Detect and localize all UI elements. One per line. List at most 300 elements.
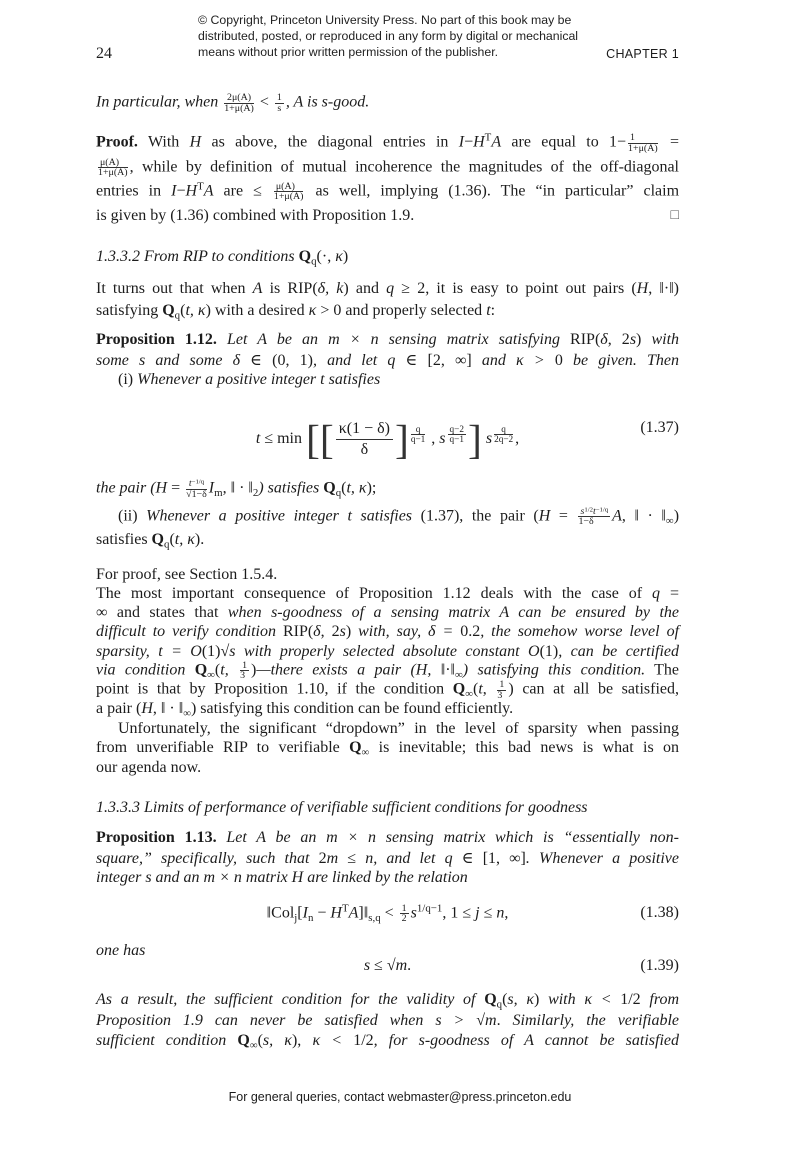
bold-text: [96, 134, 138, 151]
text-run: Proposition 1.9 can never be satisfied when s >: [96, 1011, 477, 1029]
italic-text: [327, 850, 483, 867]
text-run: .: [496, 1011, 513, 1029]
text-line: [96, 623, 679, 642]
text-run: from: [640, 991, 680, 1009]
text-run: Whenever a positive integer t satisfies: [137, 371, 381, 388]
subscript: [250, 1040, 258, 1052]
italic-text: [346, 480, 366, 497]
italic-text: [185, 302, 205, 319]
text-run: κ(1 − δ): [338, 420, 390, 437]
copyright-line: means without prior written permission of the publisher.: [198, 45, 499, 59]
line-content: [96, 759, 679, 777]
equation-body: [96, 904, 679, 924]
text-run: ): [673, 507, 680, 525]
text-run: ) satisfying this condition can be found efficiently.: [190, 700, 514, 718]
line-content: [96, 93, 679, 113]
text-run: (0, 1): [272, 352, 313, 369]
italic-text: [253, 280, 263, 297]
text-run: 2: [252, 486, 259, 499]
text-run: , can be certified: [558, 642, 680, 660]
display-equation: [96, 407, 679, 463]
text-run: > 0 and properly selected: [316, 302, 487, 319]
para-block: [96, 990, 679, 1052]
text-run: (1): [539, 642, 559, 660]
text-run: I: [458, 133, 465, 151]
italic-text: [175, 531, 195, 548]
text-run: The most important consequence of Proposition 1.12 deals with the case of: [96, 584, 653, 602]
text-line: [96, 565, 679, 584]
line-content: [96, 739, 679, 757]
text-run: square,” specifically, such that: [96, 850, 319, 867]
para-block: [96, 505, 679, 551]
text-run: satisfying: [96, 302, 163, 319]
italic-text: [96, 869, 468, 886]
italic-text: [263, 1032, 292, 1049]
text-run: 1/2: [620, 991, 641, 1009]
text-run: 1/2: [353, 1032, 374, 1050]
text-run: one has: [96, 942, 146, 959]
text-run: m: [485, 1011, 497, 1029]
italic-text: [220, 662, 238, 679]
text-run: μ(A): [275, 180, 295, 192]
text-run: κ: [308, 302, 317, 319]
text-line: [96, 1011, 679, 1032]
fraction: [98, 158, 128, 178]
fraction-denominator: [224, 104, 254, 113]
fraction-denominator: [448, 435, 466, 444]
bold-text: [96, 331, 217, 348]
subscript: [214, 487, 222, 499]
italic-text: [480, 623, 679, 640]
line-content: [96, 248, 679, 266]
text-run: H: [185, 182, 198, 200]
text-run: satisfies: [96, 530, 152, 548]
text-run: 2: [401, 913, 407, 925]
copyright-line: distributed, posted, or reproduced in any form by digital or mechanical: [198, 29, 579, 43]
italic-text: [491, 134, 501, 151]
chapter-label: CHAPTER 1: [606, 47, 679, 61]
fraction-denominator: [411, 435, 425, 444]
italic-text: [473, 134, 485, 151]
text-run: —there exists a pair (H,: [256, 661, 441, 679]
line-content: [96, 479, 679, 499]
text-run: =: [660, 584, 679, 602]
text-run: Proposition 1.12.: [96, 331, 217, 348]
line-content: [96, 331, 679, 349]
text-run: ) satisfies: [258, 479, 324, 497]
text-run: t,: [220, 661, 239, 679]
italic-text: [612, 507, 622, 524]
italic-text: [485, 1012, 497, 1029]
italic-text: [351, 623, 460, 640]
line-content: [96, 585, 679, 603]
text-run: With: [137, 133, 190, 151]
bold-text: [323, 480, 335, 497]
italic-text: [96, 1012, 476, 1029]
line-content: [96, 680, 679, 700]
text-run: ,: [504, 904, 509, 922]
italic-text: [141, 700, 153, 717]
text-run: n: [307, 911, 314, 924]
italic-text: [386, 280, 394, 297]
text-run: (i): [118, 371, 138, 388]
text-run: ≤ √: [370, 957, 396, 974]
text-line: [96, 92, 679, 114]
text-run: s: [277, 102, 282, 114]
line-content: [96, 531, 679, 549]
italic-text: [539, 507, 551, 524]
text-run: some s and some δ ∈: [96, 352, 273, 369]
para-block: [96, 584, 679, 719]
text-run: , 2: [320, 623, 340, 641]
text-line: [96, 131, 679, 155]
text-run: 3: [497, 689, 503, 701]
text-run: μ(A): [100, 156, 120, 168]
fraction: [336, 419, 393, 460]
large-bracket: [306, 417, 320, 463]
text-run: ]: [467, 416, 482, 463]
text-run: <: [380, 904, 398, 922]
text-run: ≤ min: [260, 430, 306, 448]
text-run: is inevitable; this bad news is what is on: [369, 739, 680, 757]
text-run: [: [297, 904, 303, 922]
text-run: s: [363, 957, 371, 974]
italic-text: [96, 248, 299, 265]
para-block: [96, 478, 679, 500]
text-line: [96, 700, 679, 719]
text-run: t: [486, 302, 491, 319]
fraction-denominator: [628, 144, 658, 153]
text-run: q−1: [449, 434, 464, 445]
text-run: ∞: [455, 668, 463, 681]
text-run: 1+μ(A): [224, 102, 254, 114]
text-run: 1.3.3.2 From RIP to conditions: [96, 248, 299, 265]
text-run: κ <: [312, 1032, 354, 1050]
subscript: [455, 669, 463, 681]
italic-text: [313, 352, 428, 369]
text-line: [96, 370, 679, 390]
text-run: , ‖ · ‖: [222, 479, 253, 497]
italic-text: [137, 371, 380, 388]
text-run: s,q: [368, 911, 381, 924]
text-run: H: [189, 133, 202, 151]
text-run: Q: [349, 739, 362, 757]
text-run: −: [313, 904, 331, 922]
text-run: δ: [313, 623, 321, 641]
italic-text: [96, 352, 272, 369]
italic-text: [652, 585, 660, 602]
text-run: H: [473, 133, 485, 151]
italic-text: [600, 331, 607, 348]
italic-text: [507, 991, 534, 1008]
text-run: ]: [394, 416, 409, 463]
display-equation: [96, 957, 679, 981]
text-run: ≥ 2, it is easy to point out pairs (: [394, 280, 637, 297]
text-line: [96, 848, 679, 868]
text-run: For proof, see Section 1.5.4.: [96, 565, 278, 583]
fraction: [494, 425, 513, 444]
large-bracket: [395, 417, 409, 463]
fraction-numerator: [336, 419, 393, 440]
text-run: ) and: [343, 280, 387, 297]
text-run: is RIP(: [262, 280, 318, 297]
text-run: 2μ(A): [227, 92, 252, 104]
line-content: [118, 507, 679, 527]
line-content: [96, 643, 679, 661]
text-run: q: [311, 255, 317, 268]
fraction-denominator: [186, 490, 207, 499]
text-run: 1: [242, 659, 248, 671]
text-run: −: [464, 133, 474, 151]
text-run: ‖Col: [266, 904, 295, 922]
text-line: [96, 680, 679, 699]
text-run: as well, implying (1.36). The “in particular” claim: [305, 182, 680, 200]
footer-contact: For general queries, contact webmaster@press.princeton.edu: [228, 1090, 572, 1104]
text-run: );: [366, 479, 377, 497]
text-run: q: [164, 537, 170, 550]
text-run: with, say, δ =: [351, 623, 461, 641]
text-run: . Whenever a positive: [525, 850, 680, 867]
text-run: s, κ: [507, 991, 535, 1009]
text-line: [96, 758, 679, 778]
italic-text: [374, 1032, 679, 1049]
subscript: [465, 688, 473, 700]
text-run: =: [167, 479, 185, 497]
text-line: [96, 739, 679, 759]
line-content: [96, 207, 679, 225]
text-run: Q: [452, 680, 466, 698]
bold-text: [162, 302, 174, 319]
math-group: [189, 478, 204, 489]
text-run: Proof.: [96, 133, 138, 151]
text-line: [96, 642, 679, 661]
text-run: , 2: [607, 331, 630, 348]
text-run: ,: [515, 430, 520, 448]
text-run: q−1: [410, 434, 426, 445]
text-run: ): [534, 991, 540, 1009]
italic-text: [563, 352, 679, 369]
proposition-block: [96, 828, 679, 888]
text-run: H: [636, 280, 649, 297]
fraction-denominator: [497, 691, 506, 700]
italic-text: [558, 643, 679, 660]
section-heading: [96, 797, 679, 819]
line-content: [96, 302, 679, 320]
copyright-line: © Copyright, Princeton University Press. No part of this book may be: [198, 13, 572, 27]
text-run: q: [652, 584, 661, 602]
text-run: [: [319, 416, 334, 463]
bold-text: [237, 1032, 249, 1049]
text-run: (1.37), the pair (: [420, 507, 539, 525]
italic-text: [349, 905, 359, 922]
text-run: ),: [291, 1032, 313, 1050]
bold-text: [484, 991, 496, 1008]
text-line: [96, 350, 679, 370]
text-run: δ: [360, 441, 369, 458]
italic-text: [221, 643, 540, 660]
large-bracket: [468, 417, 482, 463]
text-line: [96, 661, 679, 680]
text-run: 1+μ(A): [273, 191, 304, 203]
text-run: :: [490, 302, 496, 319]
italic-text: [318, 280, 344, 297]
fraction-denominator: [400, 914, 409, 923]
text-run: q: [335, 486, 342, 499]
fraction: [628, 133, 658, 153]
text-run: , while by definition of mutual incoherence the magnitudes of the off-diagonal: [129, 158, 679, 176]
fraction: [578, 507, 610, 527]
text-run: ): [342, 248, 349, 265]
italic-text: [204, 182, 214, 199]
text-run: t: [478, 680, 483, 698]
fraction-denominator: [274, 192, 304, 201]
text-run: ∞: [361, 746, 370, 759]
text-run: In particular, when: [96, 93, 223, 111]
text-run: A: [348, 904, 359, 922]
italic-text: [96, 799, 588, 816]
italic-text: [472, 352, 555, 369]
text-run: Q: [151, 530, 164, 548]
equation-body: [96, 416, 679, 463]
text-run: ∞: [207, 668, 215, 681]
qed-box-icon: □: [670, 208, 679, 224]
math-group: [580, 506, 608, 517]
text-run: be given. Then: [562, 352, 680, 369]
line-content: [118, 720, 679, 738]
text-run: , A is s-good.: [285, 93, 370, 111]
text-run: (·,: [316, 248, 336, 265]
bold-text: [96, 829, 217, 846]
fraction: [497, 680, 506, 700]
text-run: q: [496, 998, 503, 1011]
text-run: , 1 ≤: [442, 904, 476, 922]
italic-text: [641, 991, 679, 1008]
text-run: 3: [240, 670, 246, 682]
fraction-denominator: [275, 104, 284, 113]
text-line: [96, 246, 679, 268]
text-run: with κ <: [539, 991, 621, 1009]
text-run: Whenever a positive integer t satisfies: [146, 507, 421, 525]
text-run: 1+μ(A): [628, 142, 658, 154]
italic-text: [96, 94, 222, 111]
italic-text: [637, 280, 649, 297]
text-run: m: [395, 957, 408, 974]
text-run: (: [257, 1032, 263, 1050]
text-run: =: [659, 133, 680, 151]
italic-text: [513, 1012, 680, 1029]
text-run: I: [208, 479, 215, 497]
text-run: Q: [298, 248, 312, 265]
text-line: [96, 828, 679, 848]
italic-text: [96, 1032, 237, 1049]
italic-text: [96, 662, 195, 679]
italic-text: [186, 182, 198, 199]
text-run: q: [174, 309, 181, 322]
text-run: H: [330, 904, 342, 922]
subscript: [207, 669, 215, 681]
subscript: [368, 912, 380, 924]
text-line: [96, 528, 679, 551]
text-run: Similarly, the verifiable: [512, 1011, 680, 1029]
text-run: (ii): [118, 507, 147, 525]
italic-text: [146, 507, 420, 524]
text-run: , ‖ · ‖: [621, 507, 666, 525]
text-run: ∞: [465, 688, 473, 701]
text-line: [96, 1031, 679, 1052]
text-run: ∞: [665, 514, 674, 527]
italic-text: [641, 331, 679, 348]
italic-text: [286, 94, 369, 111]
fraction: [224, 93, 254, 113]
section-heading: [96, 246, 679, 268]
line-content: [96, 661, 679, 681]
line-content: [96, 350, 679, 370]
line-content: [96, 799, 679, 817]
italic-text: [96, 480, 156, 497]
italic-text: [190, 134, 202, 151]
text-run: As a result, the sufficient condition for the validity of: [96, 991, 485, 1009]
text-run: q: [386, 280, 395, 297]
superscript: [197, 180, 204, 192]
para-block: [96, 278, 679, 322]
text-run: when s-goodness of a sensing matrix A can be ensured by the: [227, 603, 679, 621]
text-run: It turns out that when: [96, 280, 253, 297]
text-run: t, κ: [174, 530, 195, 548]
text-run: A: [612, 507, 622, 525]
text-run: ,: [427, 430, 440, 448]
text-run: T: [341, 902, 349, 915]
math-group: [446, 424, 468, 445]
math-group: [492, 424, 515, 445]
text-run: q−2: [449, 424, 464, 435]
fraction-denominator: [578, 517, 610, 526]
text-run: sufficient condition: [96, 1032, 238, 1050]
text-run: −: [176, 182, 186, 200]
text-run: , ‖·‖): [648, 280, 680, 297]
text-run: −1/q: [595, 505, 609, 513]
line-content: [96, 182, 679, 202]
italic-text: [96, 991, 484, 1008]
text-run: sparsity, t = O: [96, 642, 202, 660]
text-run: a pair (: [96, 700, 142, 718]
text-run: (1): [201, 642, 221, 660]
fraction: [448, 425, 466, 444]
text-run: .: [407, 957, 412, 974]
equation-number: (1.37): [640, 419, 679, 436]
text-run: our agenda now.: [96, 758, 202, 776]
text-run: m: [214, 486, 223, 499]
text-run: [1, ∞]: [482, 850, 526, 867]
superscript: [342, 903, 349, 915]
text-run: 1/2: [584, 505, 593, 513]
text-run: n: [496, 904, 505, 922]
text-run: ∞: [249, 1039, 258, 1052]
text-run: ∞: [183, 707, 191, 720]
text-run: A: [491, 133, 502, 151]
bold-text: [349, 739, 361, 756]
text-run: δ, k: [317, 280, 344, 297]
text-run: [2, ∞]: [427, 352, 472, 369]
text-run: Q: [194, 661, 208, 679]
text-run: t: [592, 505, 596, 517]
line-content: [96, 623, 679, 641]
para-block: [96, 719, 679, 778]
italic-text: [463, 662, 645, 679]
text-run: Let A be an m × n sensing matrix satisfying: [216, 331, 571, 348]
line-content: [96, 566, 679, 584]
text-run: difficult to verify condition: [96, 623, 283, 641]
text-run: I: [171, 182, 177, 200]
